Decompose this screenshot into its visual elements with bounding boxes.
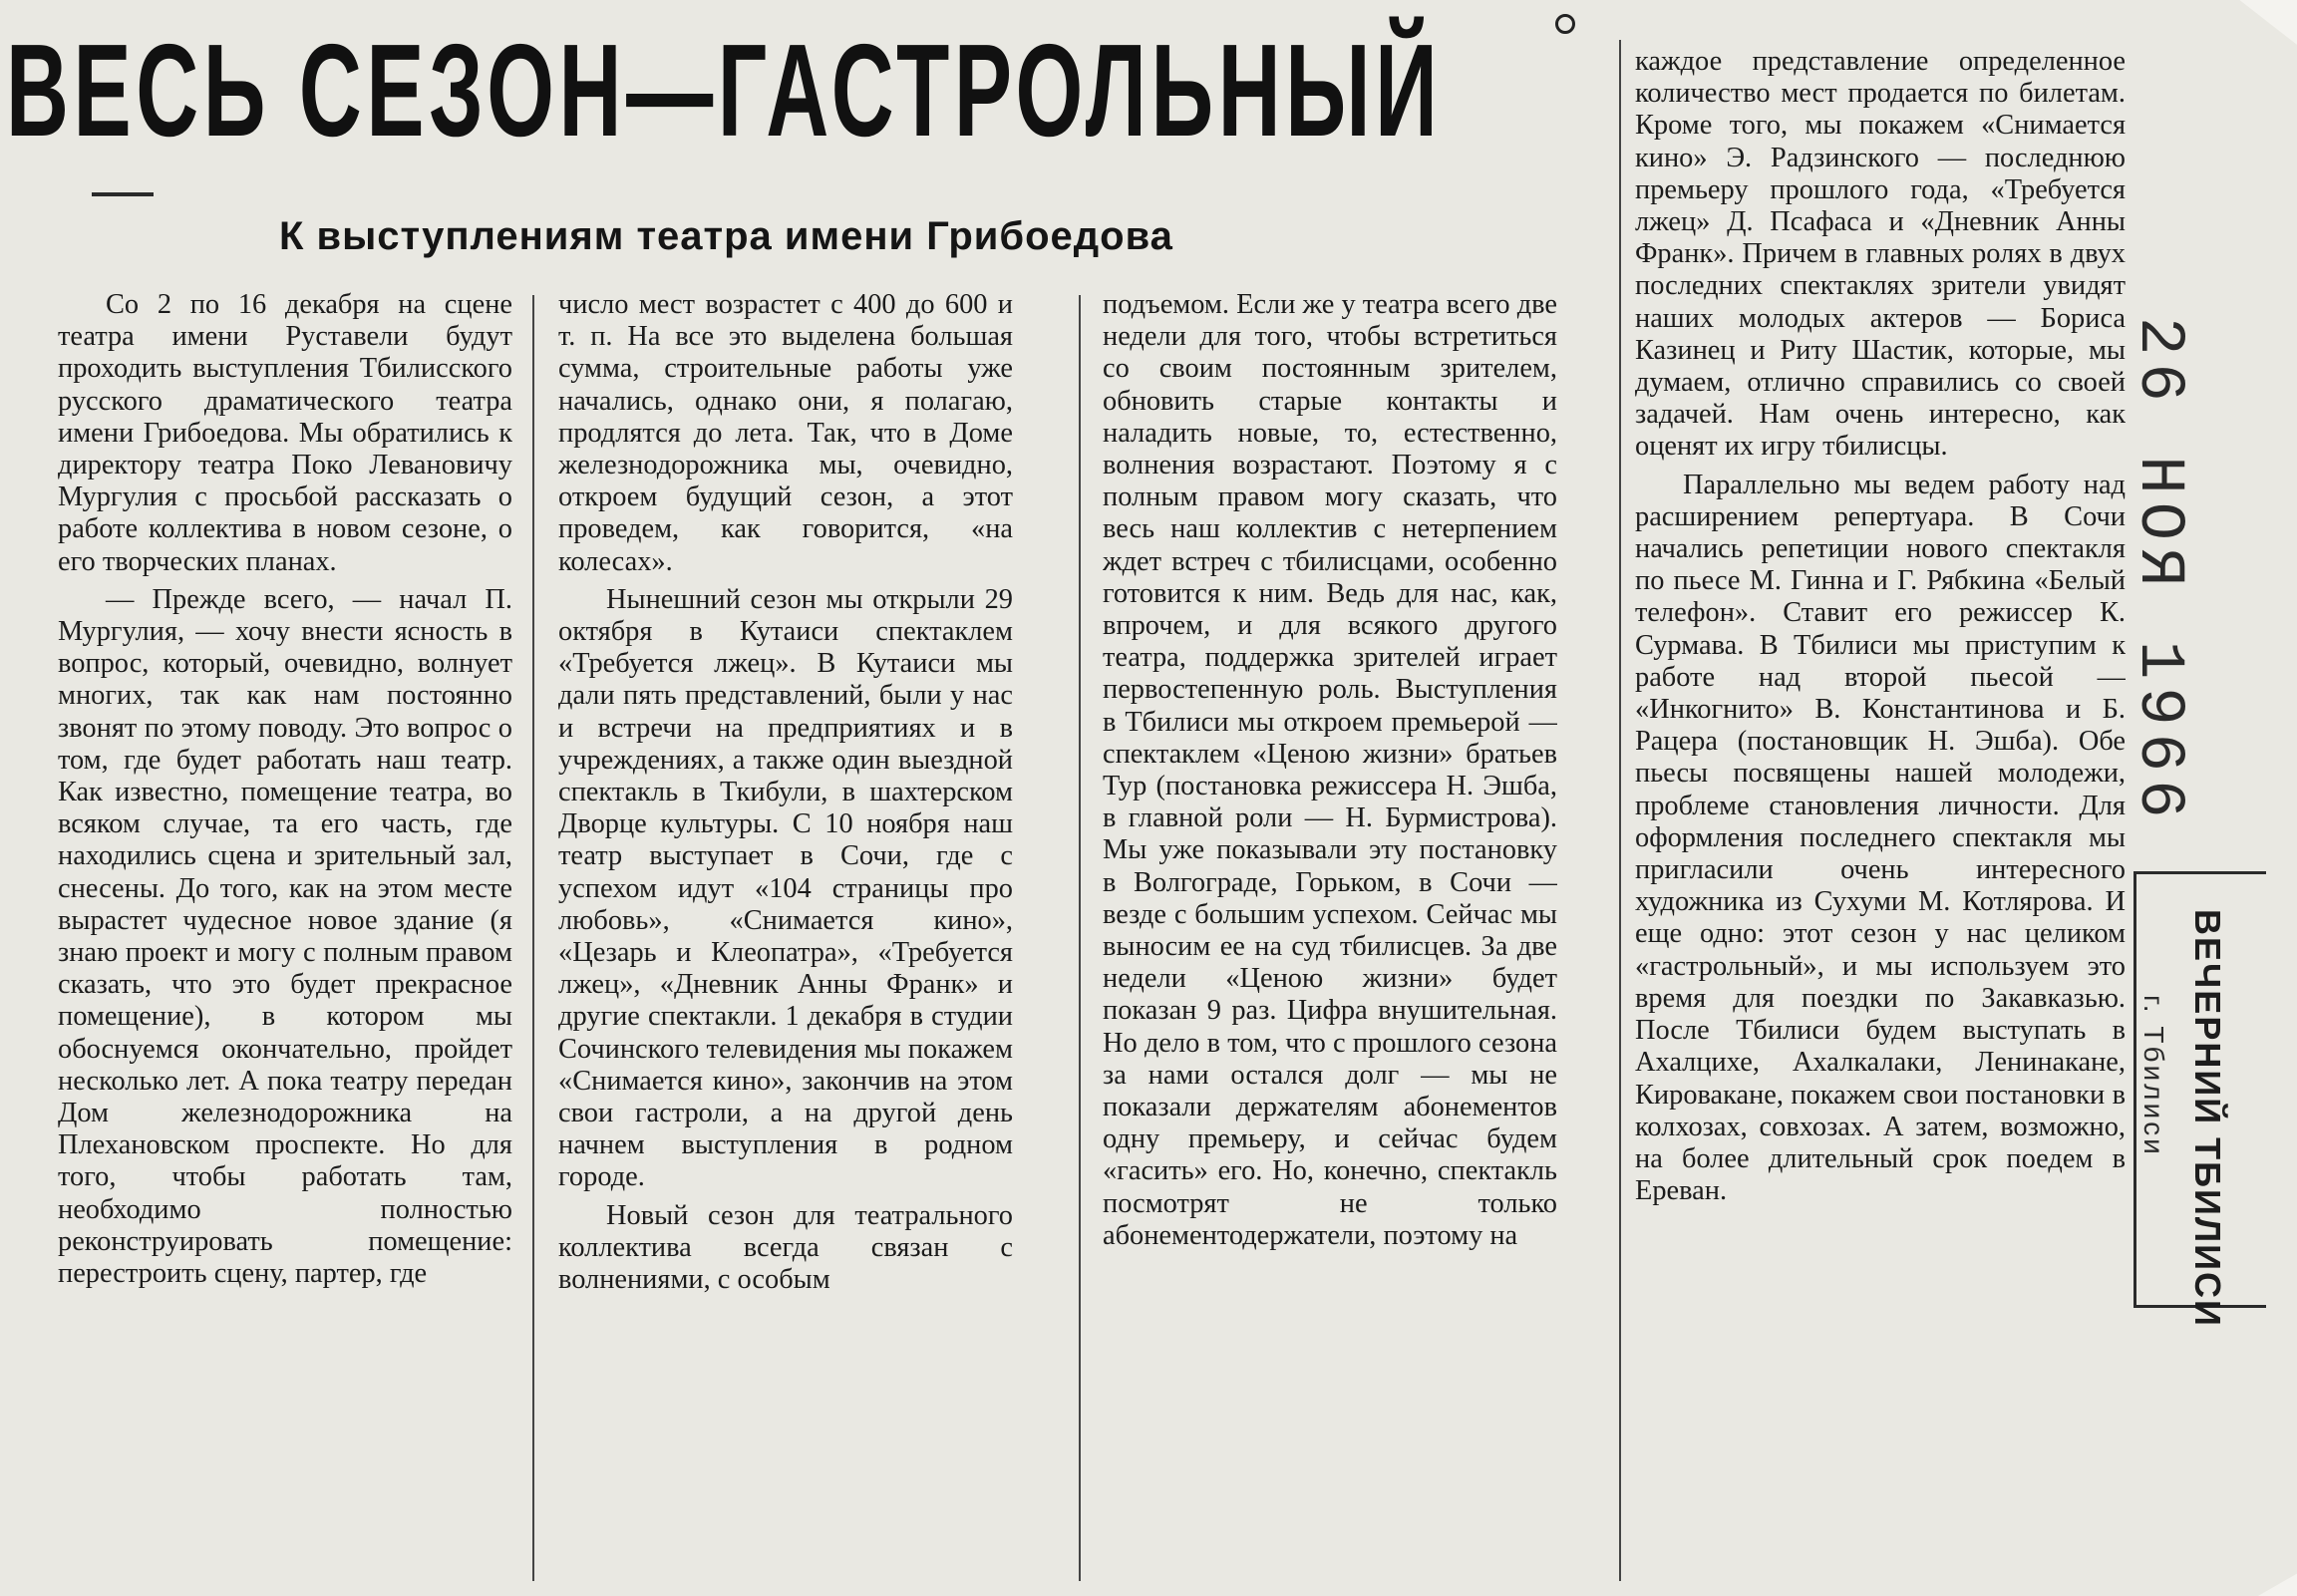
paragraph: число мест возрастет с 400 до 600 и т. п. На все это выделена большая сумма, строительные работы уже начались, однако они, я полагаю, продлятся до лета. Так, что в Доме железнодорожника мы, очевидно, откроем будущий сезон, а этот проведем, как говорится, «на колесах». <box>558 289 1013 577</box>
paragraph: Новый сезон для театрального коллектива всегда связан с волнениями, с особым <box>558 1199 1013 1296</box>
paragraph: Со 2 по 16 декабря на сцене театра имени Руставели будут проходить выступления Тбилисского русского драматического театра имени Грибоедова. Мы обратились к директору театра Поко Левановичу Мургулия с просьбой рассказать о работе коллектива в новом сезоне, о его творческих планах. <box>58 289 512 577</box>
paragraph: Параллельно мы ведем работу над расширением репертуара. В Сочи начались репетиции нового спектакля по пьесе М. Гинна и Г. Рябкина «Белый телефон». Ставит его режиссер К. Сурмава. В Тбилиси мы приступим к работе над второй пьесой — «Инкогнито» В. Константинова и Б. Рацера (постановщик Н. Эшба). Обе пьесы посвящены нашей молодежи, проблеме становления личности. Для оформления последнего спектакля мы пригласили очень интересного художника из Сухуми М. Котлярова. И еще одно: этот сезон у нас целиком «гастрольный», и мы используем это время для поездки по Закавказью. После Тбилиси будем выступать в Ахалцихе, Ахалкалаки, Ленинакане, Кировакане, покажем свои постановки в колхозах, совхозах. А затем, возможно, на более длительный срок поедем в Ереван. <box>1635 469 2126 1207</box>
source-stamp-city: г. Тбилиси <box>2138 995 2169 1157</box>
article-column-4 <box>1635 46 2126 1586</box>
paragraph: каждое представление определенное количество мест продается по билетам. Кроме того, мы покажем «Снимается кино» Э. Радзинского — последнюю премьеру прошлого года, «Требуется лжец» Д. Псафаса и «Дневник Анны Франк». Причем в главных ролях в двух последних спектаклях зрители увидят наших молодых актеров — Бориса Казинец и Риту Шастик, которые, мы думаем, отлично справились со своей задачей. Нам очень интересно, как оценят их игру тбилисцы. <box>1635 46 2126 463</box>
headline: ВЕСЬ СЕЗОН—ГАСТРОЛЬНЫЙ <box>6 17 1443 163</box>
degree-mark <box>1555 14 1575 34</box>
article-column-2 <box>558 289 1013 1585</box>
column-rule-2 <box>1079 295 1081 1581</box>
article-column-3 <box>1103 289 1557 1585</box>
paragraph: — Прежде всего, — начал П. Мургулия, — хочу внести ясность в вопрос, который, очевидно, волнует многих, так как нам постоянно звонят по этому поводу. Это вопрос о том, где будет работать наш театр. Как известно, помещение театра, во всяком случае, та его часть, где находились сцена и зрительный зал, снесены. До того, как на этом месте вырастет чудесное новое здание (я знаю проект и могу с полным правом сказать, что это будет прекрасное помещение), в котором мы обоснуемся окончательно, пройдет несколько лет. А пока театру передан Дом железнодорожника на Плехановском проспекте. Но для того, чтобы работать там, необходимо полностью реконструировать помещение: перестроить сцену, партер, где <box>58 583 512 1290</box>
article-column-1 <box>58 289 512 1585</box>
pencil-dash-mark <box>92 192 154 196</box>
source-stamp-name: ВЕЧЕРНИЙ ТБИЛИСИ <box>2187 909 2228 1328</box>
subheadline: К выступлениям театра имени Грибоедова <box>279 214 1173 258</box>
column-rule-3 <box>1619 40 1621 1581</box>
paragraph: Нынешний сезон мы открыли 29 октября в Кутаиси спектаклем «Требуется лжец». В Кутаиси мы дали пять представлений, были у нас и встречи на предприятиях и в учреждениях, а также один выездной спектакль в Ткибули, в шахтерском Дворце культуры. С 10 ноября наш театр выступает в Сочи, где с успехом идут «104 страницы про любовь», «Снимается кино», «Цезарь и Клеопатра», «Требуется лжец», «Дневник Анны Франк» и другие спектакли. 1 декабря в студии Сочинского телевидения мы покажем «Снимается кино», закончив на этом свои гастроли, а на другой день начнем выступления в родном городе. <box>558 583 1013 1193</box>
paragraph: подъемом. Если же у театра всего две недели для того, чтобы встретиться со своим постоянным зрителем, обновить старые контакты и наладить новые, то, естественно, волнения возрастают. Поэтому я с полным правом могу сказать, что весь наш коллектив с нетерпением ждет встреч с тбилисцами, особенно готовится к ним. Ведь для нас, как, впрочем, и для всякого другого театра, поддержка зрителей играет первостепенную роль. Выступления в Тбилиси мы откроем премьерой — спектаклем «Ценою жизни» братьев Тур (постановка режиссера Н. Эшба, в главной роли — Н. Бурмистрова). Мы уже показывали эту постановку в Волгограде, Горьком, в Сочи — везде с большим успехом. Сейчас мы выносим ее на суд тбилисцев. За две недели «Ценою жизни» будет показан 9 раз. Цифра внушительная. Но дело в том, что с прошлого сезона за нами остался долг — мы не показали держателям абонементов одну премьеру, и сейчас будем «гасить» его. Но, конечно, спектакль посмотрят не только абонементодержатели, поэтому на <box>1103 289 1557 1251</box>
date-stamp: 26 НОЯ 1966 <box>2123 317 2194 826</box>
column-rule-1 <box>532 295 534 1581</box>
